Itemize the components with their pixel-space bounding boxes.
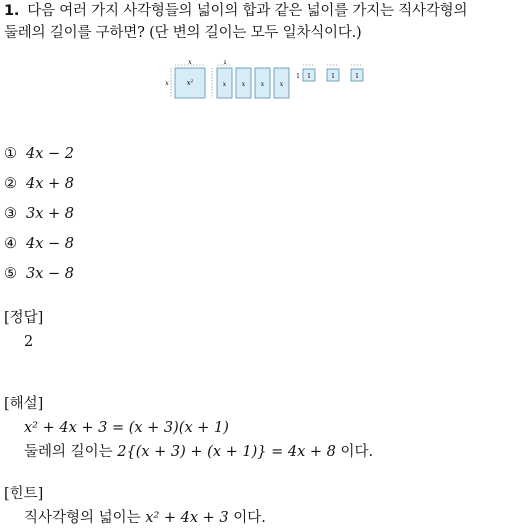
rectangles-figure bbox=[165, 60, 375, 102]
big-square-top-label: x bbox=[188, 60, 192, 66]
hint-prefix: 직사각형의 넓이는 bbox=[24, 510, 141, 526]
x-rect-label-3: x bbox=[260, 81, 265, 88]
choice-2[interactable] bbox=[4, 174, 74, 194]
unit-square-side-label: 1 bbox=[296, 73, 300, 80]
choice-1[interactable] bbox=[4, 144, 74, 164]
hint-label: [힌트] bbox=[4, 486, 44, 502]
big-square-side-label: x bbox=[165, 80, 169, 87]
choice-5-expr: 3x − 8 bbox=[26, 266, 74, 282]
question-text-1: 다음 여러 가지 사각형들의 넓이의 합과 같은 넓이를 가지는 직사각형의 bbox=[27, 3, 468, 19]
question-line-2: 둘레의 길이를 구하면? (단 변의 길이는 모두 일차식이다.) bbox=[4, 25, 362, 41]
choice-3[interactable] bbox=[4, 204, 74, 224]
choice-4-mark: ④ bbox=[4, 236, 17, 252]
hint-math: x² + 4x + 3 bbox=[145, 510, 229, 526]
hint-line bbox=[24, 508, 266, 528]
unit-square-label-3: 1 bbox=[355, 73, 359, 80]
question-number: 1. bbox=[4, 3, 20, 19]
answer-label: [정답] bbox=[4, 310, 44, 326]
big-square-inner-label: x² bbox=[186, 79, 194, 87]
unit-square-label-2: 1 bbox=[331, 73, 335, 80]
choice-1-expr: 4x − 2 bbox=[26, 146, 74, 162]
choice-1-mark: ① bbox=[4, 146, 17, 162]
x-rectangles bbox=[212, 60, 289, 98]
choice-4-expr: 4x − 8 bbox=[26, 236, 74, 252]
explanation-line-1: x² + 4x + 3 = (x + 3)(x + 1) bbox=[24, 420, 229, 436]
choice-2-expr: 4x + 8 bbox=[26, 176, 74, 192]
unit-square-label-1: 1 bbox=[307, 73, 311, 80]
x-rect-label-2: x bbox=[241, 81, 246, 88]
choice-5-mark: ⑤ bbox=[4, 266, 17, 282]
explanation-label: [해설] bbox=[4, 396, 44, 412]
unit-squares bbox=[296, 65, 363, 81]
x-rect-top-label: 1 bbox=[223, 60, 227, 66]
rectangles-figure-svg bbox=[165, 60, 375, 102]
choice-3-mark: ③ bbox=[4, 206, 17, 222]
hint-suffix: 이다. bbox=[233, 510, 266, 526]
explanation-line-2 bbox=[24, 442, 373, 462]
x-rect-label-1: x bbox=[222, 81, 227, 88]
question-line-1 bbox=[4, 0, 467, 22]
x-rect-label-4: x bbox=[279, 81, 284, 88]
choice-3-expr: 3x + 8 bbox=[26, 206, 74, 222]
choice-4[interactable] bbox=[4, 234, 74, 254]
choice-5[interactable] bbox=[4, 264, 74, 284]
explanation-line-2-math: 2{(x + 3) + (x + 1)} = 4x + 8 bbox=[117, 444, 336, 460]
big-square-x2 bbox=[165, 60, 205, 98]
explanation-line-2-suffix: 이다. bbox=[340, 444, 374, 460]
answer-value: 2 bbox=[24, 334, 34, 350]
choice-2-mark: ② bbox=[4, 176, 17, 192]
explanation-line-2-prefix: 둘레의 길이는 bbox=[24, 444, 113, 460]
